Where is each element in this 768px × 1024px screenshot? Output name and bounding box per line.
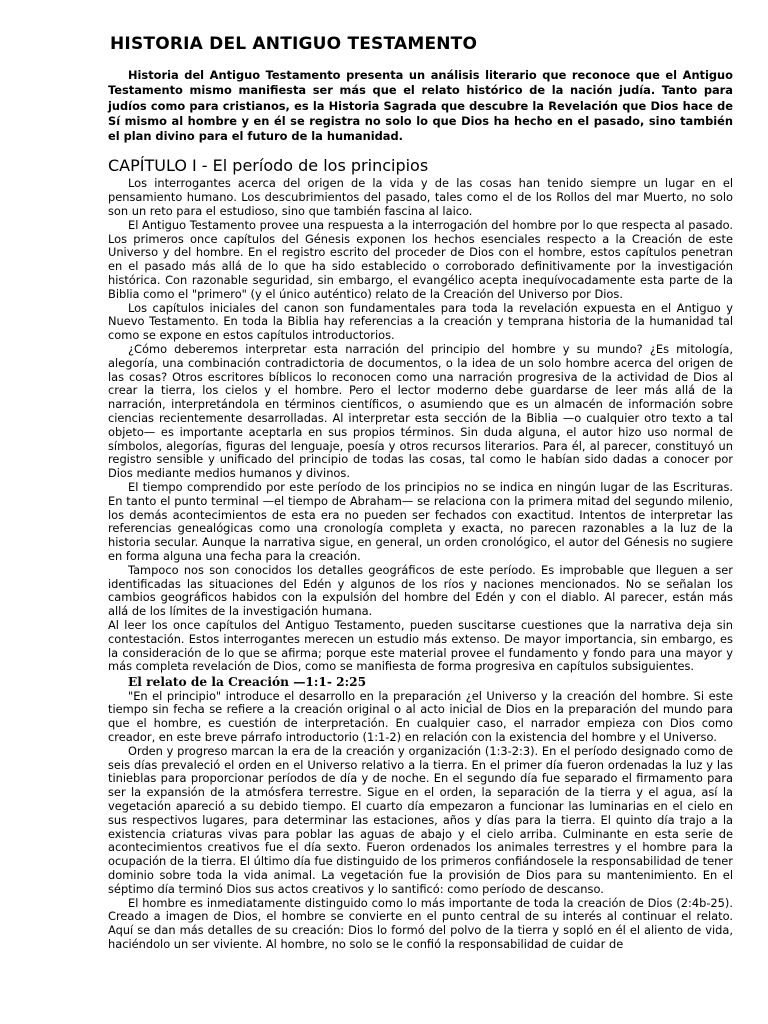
section-subheading: El relato de la Creación —1:1- 2:25 [128, 675, 367, 690]
intro-paragraph: Historia del Antiguo Testamento presenta un análisis literario que reconoce que el Antiguo Testamento mismo manifiesta ser más que el relato histórico de la nación judía. Tanto para judíos como para cristianos, es la Historia Sagrada que descubre la Revelación que Dios hace de Sí mismo al hombre y en él se registra no solo lo que Dios ha hecho en el pasado, sino también el plan divino para el futuro de la humanidad. [108, 68, 733, 144]
body-paragraph: El tiempo comprendido por este período de los principios no se indica en ningún lugar de las Escrituras. En tanto el punto terminal —el tiempo de Abraham— se relaciona con la primera mitad del segundo milenio, los demás acontecimientos de esta era no pueden ser fechados con exactitud. Intentos de interpretar las referencias genealógicas como una cronología completa y exacta, no parecen razonables a la luz de la historia secular. Aunque la narrativa sigue, en general, un orden cronológico, el autor del Génesis no sugiere en forma alguna una fecha para la creación. [108, 480, 733, 563]
body-paragraph: El Antiguo Testamento provee una respuesta a la interrogación del hombre por lo que respecta al pasado. Los primeros once capítulos del Génesis exponen los hechos esenciales respecto a la Creación de este Universo y del hombre. En el registro escrito del proceder de Dios con el hombre, estos capítulos penetran en el pasado más allá de lo que ha sido establecido o corroborado definitivamente por la investigación histórica. Con razonable seguridad, sin embargo, el evangélico acepta inequívocadamente esta parte de la Biblia como el "primero" (y el único auténtico) relato de la Creación del Universo por Dios. [108, 217, 733, 301]
body-paragraph: ¿Cómo deberemos interpretar esta narración del principio del hombre y su mundo? ¿Es mitología, alegoría, una combinación contradictoria de documentos, o la idea de un solo hombre acerca del origen de las cosas? Otros escritores bíblicos lo reconocen como una narración progresiva de la actividad de Dios al crear la tierra, los cielos y el hombre. Pero el lector moderno debe guardarse de leer más allá de la narración, interpretándola en términos científicos, o asumiendo que es un almacén de información sobre ciencias recientemente desarrolladas. Al interpretar esta sección de la Biblia —o cualquier otro texto a tal objeto— es importante aceptarla en sus propios términos. Sin duda alguna, el autor hizo uso normal de símbolos, alegorías, figuras del lenguaje, poesía y otros recursos literarios. Para él, al parecer, constituyó un registro sensible y unificado del principio de todas las cosas, tal como le habían sido dadas a conocer por Dios mediante medios humanos y divinos. [108, 342, 733, 481]
document-page [108, 34, 733, 952]
body-paragraph: Los interrogantes acerca del origen de la vida y de las cosas han tenido siempre un lugar en el pensamiento humano. Los descubrimientos del pasado, tales como el de los Rollos del mar Muerto, no solo son un reto para el estudioso, sino que también fascina al laico. [108, 176, 733, 219]
body-paragraph: Los capítulos iniciales del canon son fundamentales para toda la revelación expuesta en el Antiguo y Nuevo Testamento. En toda la Biblia hay referencias a la creación y temprana historia de la humanidad tal como se expone en estos capítulos introductorios. [108, 300, 733, 343]
body-paragraph: Tampoco nos son conocidos los detalles geográficos de este período. Es improbable que lleguen a ser identificadas las situaciones del Edén y algunos de los ríos y naciones mencionados. No se señalan los cambios geográficos habidos con la expulsión del hombre del Edén y con el diablo. Al parecer, están más allá de los límites de la investigación humana. [108, 562, 733, 619]
body-paragraph: Orden y progreso marcan la era de la creación y organización (1:3-2:3). En el período designado como de seis días prevaleció el orden en el Universo relativo a la tierra. En el primer día fueron ordenadas la luz y las tinieblas para proporcionar períodos de día y de noche. En el segundo día fue separado el firmamento para ser la expansión de la atmósfera terrestre. Sigue en el orden, la separación de la tierra y el agua, así la vegetación apareció a su debido tiempo. El cuarto día empezaron a funcionar las luminarias en el cielo en sus respectivos lugares, para determinar las estaciones, años y días para la tierra. El quinto día trajo a la existencia criaturas vivas para poblar las aguas de abajo y el cielo arriba. Culminante en esta serie de acontecimientos creativos fue el día sexto. Fueron ordenados los animales terrestres y el hombre para la ocupación de la tierra. El último día fue distinguido de los primeros confiándosele la responsabilidad de tener dominio sobre toda la vida animal. La vegetación fue la provisión de Dios para su mantenimiento. En el séptimo día terminó Dios sus actos creativos y lo santificó: como período de descanso. [108, 743, 733, 896]
body-paragraph: El hombre es inmediatamente distinguido como lo más importante de toda la creación de Dios (2:4b-25). Creado a imagen de Dios, el hombre se convierte en el punto central de su interés al continuar el relato. Aquí se dan más detalles de su creación: Dios lo formó del polvo de la tierra y sopló en él el aliento de vida, haciéndolo un ser viviente. Al hombre, no solo se le confió la responsabilidad de cuidar de [108, 895, 733, 952]
document-title: HISTORIA DEL ANTIGUO TESTAMENTO [110, 34, 478, 54]
chapter-heading: CAPÍTULO I - El período de los principios [108, 156, 429, 176]
body-paragraph: Al leer los once capítulos del Antiguo Testamento, pueden suscitarse cuestiones que la narrativa deja sin contestación. Estos interrogantes merecen un estudio más extenso. De mayor importancia, sin embargo, es la consideración de lo que se afirma; porque este material provee el fundamento y fondo para una mayor y más completa revelación de Dios, como se manifiesta de forma progresiva en capítulos subsiguientes. [108, 617, 733, 674]
body-paragraph: "En el principio" introduce el desarrollo en la preparación ¿el Universo y la creación del hombre. Si este tiempo sin fecha se refiere a la creación original o al acto inicial de Dios en la preparación del mundo para que el hombre, es cuestión de interpretación. En cualquier caso, el narrador empieza con Dios como creador, en este breve párrafo introductorio (1:1-2) en relación con la existencia del hombre y el Universo. [108, 688, 733, 745]
